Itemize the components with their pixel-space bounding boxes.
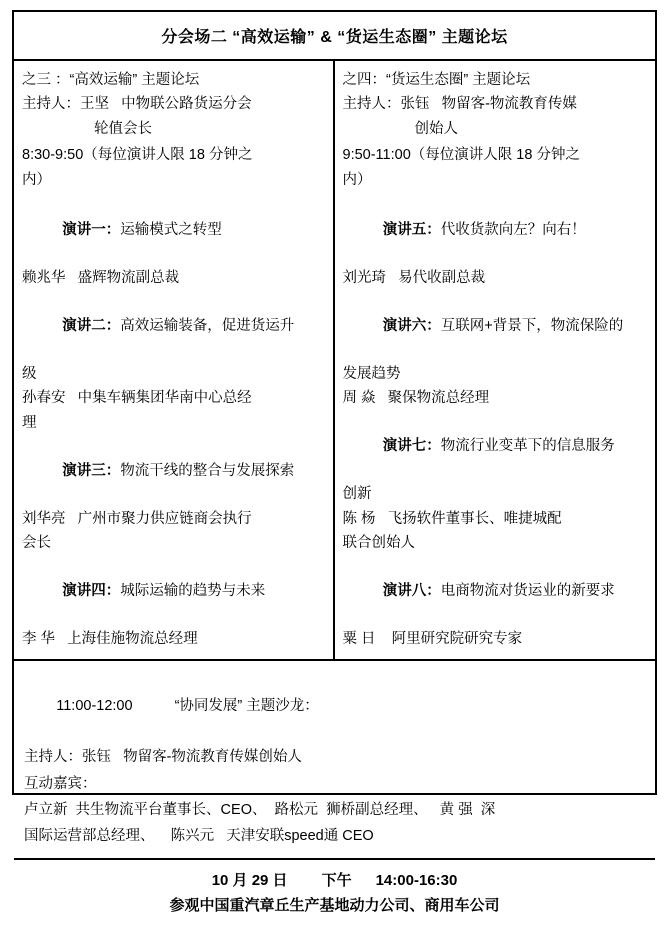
page-title: 分会场二 “高效运输” & “货运生态圈” 主题论坛 [14,12,655,61]
talk-7-speaker: 陈 杨 飞扬软件董事长、唯捷城配 [342,510,562,527]
salon-title: “协同发展” 主题沙龙： [174,697,319,714]
salon-guests-label: 互动嘉宾： [24,776,97,793]
talk-5 [343,195,648,265]
talk-4 [22,557,325,627]
talk-6-title-cont: 发展趋势 [342,365,401,382]
talk-8-label: 演讲八： [382,583,441,600]
talk-8-speaker: 粟 日 阿里研究院研究专家 [342,631,523,648]
salon-time: 11:00-12:00 [56,697,133,714]
talk-6-speaker: 周 焱 聚保物流总经理 [342,390,490,407]
talk-3-title: 物流干线的整合与发展探索 [120,462,295,479]
salon-host: 主持人：张钰 物留客-物流教育传媒创始人 [24,749,302,766]
host-line-left-1: 主持人：王坚 中物联公路货运分会 [22,96,252,113]
salon-guests-line-2: 国际运营部总经理、 陈兴元 天津安联speed通 CEO [24,827,374,844]
talk-3-label: 演讲三： [62,462,121,479]
talk-5-title: 代收货款向左？向右！ [440,221,586,238]
talk-1-speaker: 赖兆华 盛辉物流副总裁 [22,269,180,286]
talk-3 [22,436,325,506]
footer-period: 下午 [321,872,352,890]
talk-5-speaker: 刘光琦 易代收副总裁 [342,269,486,286]
talk-1 [22,195,325,265]
talk-4-label: 演讲四： [62,583,121,600]
footer-section [14,860,655,927]
talk-7-speaker-cont: 联合创始人 [342,535,415,552]
footer-activity: 参观中国重汽章丘生产基地动力公司、商用车公司 [169,896,500,914]
talk-7-title: 物流行业变革下的信息服务 [440,438,615,455]
forum-title-right: 之四：“货运生态圈” 主题论坛 [342,72,531,88]
footer-date: 10 月 29 日 [211,872,288,890]
host-line-left-2: 轮值会长 [94,120,152,137]
talk-1-label: 演讲一： [62,221,121,238]
footer-datetime [20,869,649,893]
talk-4-speaker: 李 华 上海佳施物流总经理 [22,631,198,648]
talk-8-title: 电商物流对货运业的新要求 [440,583,615,600]
talk-2 [22,291,325,361]
salon-section [14,661,655,861]
talk-6-title: 互联网+背景下，物流保险的 [440,317,624,334]
talk-5-label: 演讲五： [382,221,441,238]
talk-2-speaker: 孙春安 中集车辆集团华南中心总经 [22,390,252,407]
session-time-left-cont: 内） [22,171,51,188]
session-time-right-cont: 内） [342,171,372,188]
talk-2-label: 演讲二： [62,317,121,334]
talk-1-title: 运输模式之转型 [120,221,222,238]
session-column-right [335,61,656,659]
talk-6 [343,291,648,361]
talk-6-label: 演讲六： [382,317,441,334]
talk-3-speaker: 刘华亮 广州市聚力供应链商会执行 [22,510,252,527]
sessions-row [14,61,655,661]
host-line-right-1: 主持人：张钰 物留客-物流教育传媒 [342,96,577,113]
session-column-left [14,61,335,659]
talk-7 [343,412,648,482]
agenda-table [12,10,657,914]
session-time-right: 9:50-11:00（每位演讲人限 18 分钟之 [342,147,580,164]
salon-guests-line-1: 卢立新 共生物流平台董事长、CEO、 路松元 狮桥副总经理、 黄 强 深 [24,802,496,819]
talk-2-title: 高效运输装备，促进货运升 [120,317,295,334]
talk-7-title-cont: 创新 [342,486,372,503]
talk-2-speaker-cont: 理 [22,414,37,431]
talk-4-title: 城际运输的趋势与未来 [120,583,266,600]
host-line-right-2: 创始人 [414,120,458,137]
session-time-left: 8:30-9:50（每位演讲人限 18 分钟之 [22,147,253,164]
talk-8 [343,557,648,627]
talk-3-speaker-cont: 会长 [22,535,51,552]
footer-time-range: 14:00-16:30 [375,872,458,890]
talk-2-title-cont: 级 [22,365,37,382]
talk-7-label: 演讲七： [382,438,441,455]
salon-header [24,669,647,744]
forum-title-left: 之三 ：“高效运输” 主题论坛 [22,72,200,88]
